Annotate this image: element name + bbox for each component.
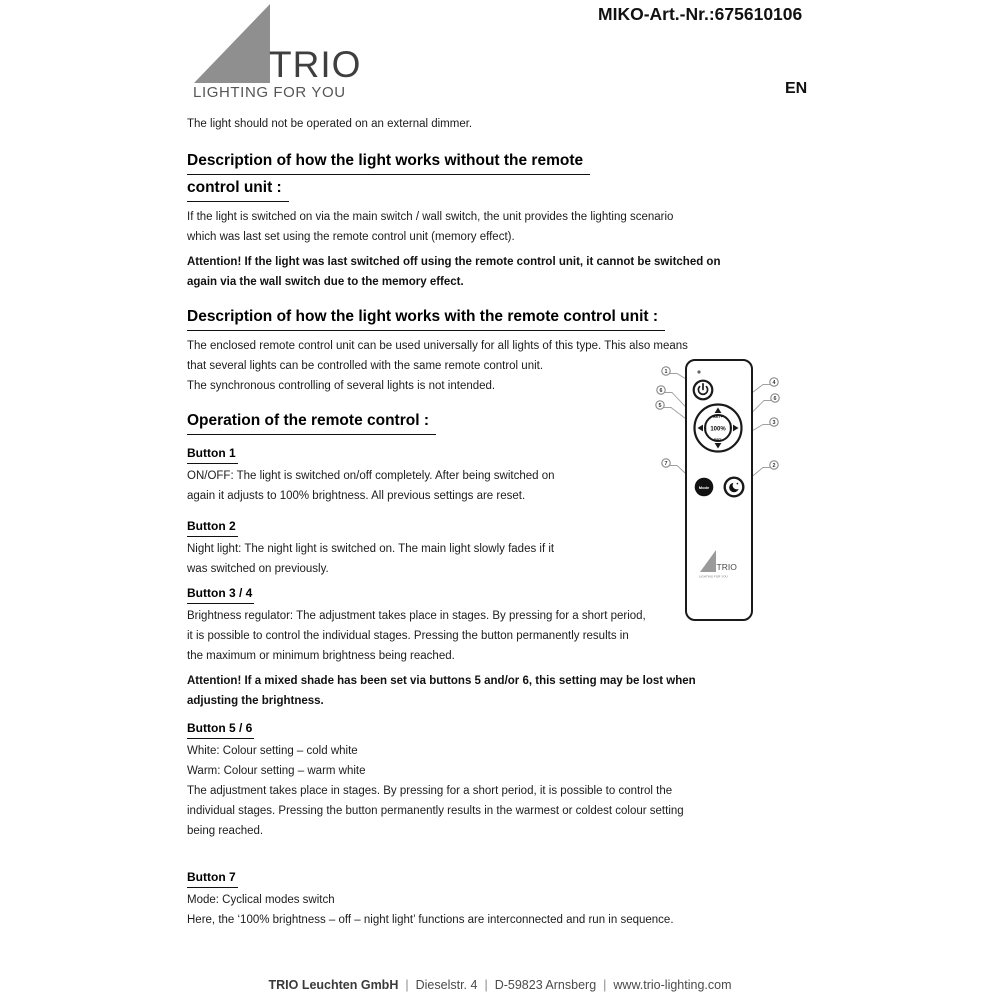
title-line: Operation of the remote control :	[187, 408, 436, 435]
text-line: The adjustment takes place in stages. By pressing for a short period, it is possible to control the	[187, 785, 673, 797]
button56-description	[187, 741, 787, 841]
section-title-with-remote	[187, 304, 787, 331]
callout-number: 6	[659, 387, 663, 394]
text-line: The enclosed remote control unit can be used universally for all lights of this type. This also means	[187, 340, 688, 352]
callout-number: 5	[658, 402, 662, 409]
text-line: being reached.	[187, 825, 264, 837]
article-number: MIKO-Art.-Nr.:675610106	[598, 4, 803, 24]
mini-tagline: LIGHTING FOR YOU	[699, 574, 728, 579]
remote-control-illustration	[652, 348, 797, 640]
trio-logo-triangle-icon	[194, 4, 270, 83]
footer-company: TRIO Leuchten GmbH	[268, 978, 399, 992]
paragraph-memory-effect	[187, 207, 787, 247]
text-line: it is possible to control the individual stages. Pressing the button permanently results in	[187, 630, 629, 642]
text-line: The light should not be operated on an external dimmer.	[187, 118, 473, 130]
text-line: The synchronous controlling of several lights is not intended.	[187, 380, 496, 392]
button34-label: Button 3 / 4	[187, 584, 787, 604]
text-line: individual stages. Pressing the button permanently results in the warmest or coldest colour setting	[187, 805, 684, 817]
callout-number: 7	[664, 460, 668, 467]
title-line: Description of how the light works with the remote control unit :	[187, 304, 665, 331]
text-line: Mode: Cyclical modes switch	[187, 894, 335, 906]
text-line: which was last set using the remote control unit (memory effect).	[187, 231, 515, 243]
footer-street: Dieselstr. 4	[415, 978, 478, 992]
text-line: Warm: Colour setting – warm white	[187, 765, 366, 777]
footer-website: www.trio-lighting.com	[613, 978, 732, 992]
brand-name: TRIO	[269, 44, 362, 85]
text-line: again via the wall switch due to the memory effect.	[187, 276, 464, 288]
brt-plus-label: BRT+	[713, 415, 723, 419]
star-icon	[737, 483, 739, 485]
white-label: WHITE	[728, 423, 733, 433]
text-line: adjusting the brightness.	[187, 695, 324, 707]
attention-mixed-shade	[187, 671, 787, 711]
text-line: the maximum or minimum brightness being reached.	[187, 650, 455, 662]
text-line: White: Colour setting – cold white	[187, 745, 358, 757]
button7-description	[187, 890, 787, 930]
text-line: Here, the ‘100% brightness – off – night light’ functions are interconnected and run in sequence.	[187, 914, 674, 926]
footer-separator: |	[603, 978, 607, 992]
section-title-without-remote	[187, 148, 787, 202]
power-button	[694, 381, 713, 400]
title-line: control unit :	[187, 175, 289, 202]
button7-label: Button 7	[187, 868, 787, 888]
mode-label: Mode	[698, 484, 710, 490]
button56-label: Button 5 / 6	[187, 719, 787, 739]
callout-number: 3	[772, 419, 776, 426]
text-line: was switched on previously.	[187, 563, 329, 575]
callout-number: 2	[772, 462, 776, 469]
text-line: ON/OFF: The light is switched on/off completely. After being switched on	[187, 470, 555, 482]
footer-separator: |	[484, 978, 488, 992]
warm-label: WARM	[703, 423, 708, 433]
text-line: that several lights can be controlled with the same remote control unit.	[187, 360, 544, 372]
footer-separator: |	[405, 978, 409, 992]
text-line: again it adjusts to 100% brightness. All previous settings are reset.	[187, 490, 526, 502]
button1-label: Button 1	[187, 444, 787, 464]
text-line: If the light is switched on via the main switch / wall switch, the unit provides the lighting scenario	[187, 211, 674, 223]
language-code: EN	[785, 80, 808, 97]
brand-tagline: LIGHTING FOR YOU	[193, 84, 346, 101]
mini-brand: TRIO	[716, 562, 737, 572]
night-button	[725, 478, 744, 497]
text-line: Brightness regulator: The adjustment takes place in stages. By pressing for a short period,	[187, 610, 646, 622]
brt-minus-label: BRT-	[713, 438, 723, 442]
callout-number: 6	[773, 395, 777, 402]
footer-city: D-59823 Arnsberg	[494, 978, 597, 992]
text-line: Attention! If a mixed shade has been set via buttons 5 and/or 6, this setting may be lost when	[187, 675, 696, 687]
led-indicator	[697, 370, 700, 373]
dpad-dial	[695, 405, 742, 452]
callout-number: 4	[772, 379, 776, 386]
mode-button	[695, 478, 714, 497]
text-line: Night light: The night light is switched on. The main light slowly fades if it	[187, 543, 555, 555]
center-label: 100%	[710, 426, 726, 433]
callout-number: 1	[664, 368, 668, 375]
text-line: Attention! If the light was last switched off using the remote control unit, it cannot be switched on	[187, 256, 721, 268]
footer	[0, 978, 1000, 992]
title-line: Description of how the light works without the remote	[187, 148, 590, 175]
intro-paragraph	[187, 114, 787, 134]
attention-paragraph	[187, 252, 787, 292]
button2-label: Button 2	[187, 517, 787, 537]
